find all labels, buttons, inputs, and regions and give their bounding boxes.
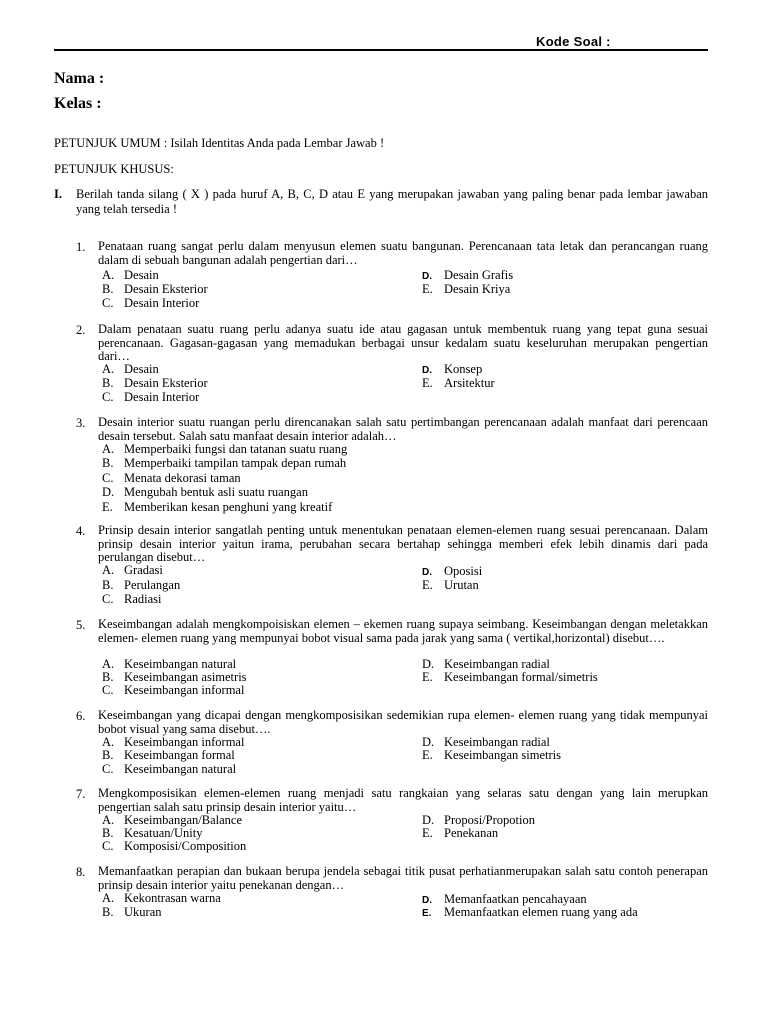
option-letter: E. bbox=[422, 670, 433, 684]
option-c[interactable] bbox=[102, 762, 236, 776]
option-a[interactable] bbox=[102, 891, 221, 905]
option-text: Keseimbangan formal bbox=[124, 748, 235, 762]
option-text: Konsep bbox=[444, 362, 483, 376]
option-e[interactable] bbox=[422, 578, 479, 592]
option-c[interactable] bbox=[102, 296, 199, 310]
option-text: Menata dekorasi taman bbox=[124, 471, 241, 485]
option-letter: B. bbox=[102, 376, 114, 390]
option-text: Memanfaatkan elemen ruang yang ada bbox=[444, 905, 638, 919]
option-text: Desain Kriya bbox=[444, 282, 511, 296]
option-letter: D. bbox=[102, 485, 115, 499]
option-text: Proposi/Propotion bbox=[444, 813, 535, 827]
option-b[interactable] bbox=[102, 376, 208, 390]
question-text: Keseimbangan adalah mengkompoisiskan elemen – ekemen ruang supaya seimbang. Keseimbangan dengan meletakkan elemen- elemen ruang yang mempunyai bobot visual sama pada jarak yang sama ( vertikal,horizontal) disebut…. bbox=[98, 617, 708, 645]
option-text: Desain bbox=[124, 268, 159, 282]
question-text: Dalam penataan suatu ruang perlu adanya suatu ide atau gagasan untuk membentuk ruang yang tepat guna sesuai perencanaan. Gagasan-gagasan yang memadukan berbagai unsur kedalam suatu keseluruhan merupakan pengertian dari… bbox=[98, 322, 708, 363]
option-letter: B. bbox=[102, 670, 114, 684]
option-letter: A. bbox=[102, 813, 115, 827]
option-e[interactable] bbox=[422, 282, 510, 296]
option-letter: C. bbox=[102, 683, 114, 697]
option-text: Kekontrasan warna bbox=[124, 891, 221, 905]
option-d[interactable] bbox=[422, 813, 535, 827]
option-b[interactable] bbox=[102, 456, 346, 470]
option-text: Keseimbangan simetris bbox=[444, 748, 561, 762]
option-letter: D. bbox=[422, 735, 435, 749]
option-a[interactable] bbox=[102, 813, 242, 827]
option-letter: A. bbox=[102, 657, 115, 671]
option-letter: B. bbox=[102, 282, 114, 296]
option-d[interactable] bbox=[422, 735, 550, 749]
option-a[interactable] bbox=[102, 268, 159, 282]
option-letter: E. bbox=[422, 578, 433, 592]
option-text: Keseimbangan informal bbox=[124, 735, 245, 749]
question-text: Prinsip desain interior sangatlah penting untuk menentukan penataan elemen-elemen ruang sesuai perencanaan. Dalam prinsip desain interior yaitun irama, perubahan secara bertahap sehingga memberi efek lebih dinamis dari pada perulangan disebut… bbox=[98, 523, 708, 564]
question-text: Penataan ruang sangat perlu dalam menyusun elemen suatu bangunan. Perencanaan tata letak dan perancangan ruang dalam di sebuah bangunan adalah pengertian dari… bbox=[98, 239, 708, 267]
nama-label: Nama : bbox=[54, 70, 105, 87]
option-text: Memperbaiki tampilan tampak depan rumah bbox=[124, 456, 347, 470]
question-number: 6. bbox=[76, 709, 86, 723]
option-e[interactable] bbox=[422, 376, 495, 390]
question-number: 4. bbox=[76, 524, 86, 538]
section-marker: I. bbox=[54, 187, 62, 201]
option-text: Memberikan kesan penghuni yang kreatif bbox=[124, 500, 333, 514]
option-text: Urutan bbox=[444, 578, 479, 592]
option-e[interactable] bbox=[422, 670, 598, 684]
option-c[interactable] bbox=[102, 683, 244, 697]
option-text: Desain Grafis bbox=[444, 268, 514, 282]
option-c[interactable] bbox=[102, 471, 241, 485]
option-text: Keseimbangan formal/simetris bbox=[444, 670, 598, 684]
option-a[interactable] bbox=[102, 563, 163, 577]
petunjuk-khusus: PETUNJUK KHUSUS: bbox=[54, 162, 174, 176]
option-letter: D. bbox=[422, 365, 432, 376]
option-text: Desain bbox=[124, 362, 159, 376]
option-letter: A. bbox=[102, 268, 115, 282]
option-letter: D. bbox=[422, 271, 432, 282]
option-letter: B. bbox=[102, 748, 114, 762]
option-text: Desain Eksterior bbox=[124, 282, 208, 296]
option-e[interactable] bbox=[102, 500, 332, 514]
option-text: Keseimbangan asimetris bbox=[124, 670, 247, 684]
option-text: Perulangan bbox=[124, 578, 181, 592]
option-e[interactable] bbox=[422, 748, 561, 762]
option-text: Gradasi bbox=[124, 563, 163, 577]
question-number: 7. bbox=[76, 787, 86, 801]
option-text: Kesatuan/Unity bbox=[124, 826, 203, 840]
option-letter: A. bbox=[102, 735, 115, 749]
option-letter: B. bbox=[102, 905, 114, 919]
option-text: Keseimbangan/Balance bbox=[124, 813, 243, 827]
question-text: Keseimbangan yang dicapai dengan mengkomposisikan sedemikian rupa elemen- elemen ruang yang tidak mempunyai bobot visual yang sama disebut…. bbox=[98, 708, 708, 736]
option-a[interactable] bbox=[102, 657, 236, 671]
option-c[interactable] bbox=[102, 592, 162, 606]
option-letter: A. bbox=[102, 362, 115, 376]
option-letter: E. bbox=[422, 908, 432, 919]
option-letter: E. bbox=[422, 282, 433, 296]
question-text: Desain interior suatu ruangan perlu direncanakan salah satu pertimbangan perencanaan adalah manfaat dari perencaan desain tersebut. Salah satu manfaat desain interior adalah… bbox=[98, 415, 708, 443]
option-b[interactable] bbox=[102, 748, 235, 762]
option-text: Desain Interior bbox=[124, 390, 200, 404]
option-letter: B. bbox=[102, 578, 114, 592]
option-letter: E. bbox=[422, 748, 433, 762]
option-text: Memperbaiki fungsi dan tatanan suatu ruang bbox=[124, 442, 348, 456]
option-letter: A. bbox=[102, 891, 115, 905]
option-letter: E. bbox=[422, 376, 433, 390]
option-text: Keseimbangan radial bbox=[444, 657, 550, 671]
option-text: Desain Interior bbox=[124, 296, 200, 310]
question-number: 5. bbox=[76, 618, 86, 632]
option-text: Desain Eksterior bbox=[124, 376, 208, 390]
option-letter: D. bbox=[422, 567, 432, 578]
option-a[interactable] bbox=[102, 735, 244, 749]
option-letter: A. bbox=[102, 563, 115, 577]
option-d[interactable] bbox=[422, 657, 550, 671]
option-b[interactable] bbox=[102, 670, 247, 684]
option-e[interactable] bbox=[422, 826, 498, 840]
question-number: 2. bbox=[76, 323, 86, 337]
option-text: Keseimbangan radial bbox=[444, 735, 550, 749]
option-c[interactable] bbox=[102, 390, 199, 404]
petunjuk-umum: PETUNJUK UMUM : Isilah Identitas Anda pada Lembar Jawab ! bbox=[54, 136, 385, 150]
question-number: 3. bbox=[76, 416, 86, 430]
option-text: Mengubah bentuk asli suatu ruangan bbox=[124, 485, 308, 499]
kelas-label: Kelas : bbox=[54, 95, 102, 112]
option-text: Komposisi/Composition bbox=[124, 839, 247, 853]
question-text: Memanfaatkan perapian dan bukaan berupa jendela sebagai titik pusat perhatianmerupakan salah satu contoh penerapan prinsip desain interior yaitu penekanan dengan… bbox=[98, 864, 708, 892]
question-number: 1. bbox=[76, 240, 86, 254]
option-letter: C. bbox=[102, 592, 114, 606]
option-letter: A. bbox=[102, 442, 115, 456]
option-letter: B. bbox=[102, 456, 114, 470]
option-text: Oposisi bbox=[444, 564, 483, 578]
question-number: 8. bbox=[76, 865, 86, 879]
option-letter: C. bbox=[102, 471, 114, 485]
option-letter: B. bbox=[102, 826, 114, 840]
option-b[interactable] bbox=[102, 905, 162, 919]
option-letter: C. bbox=[102, 390, 114, 404]
option-c[interactable] bbox=[102, 839, 246, 853]
option-b[interactable] bbox=[102, 282, 208, 296]
option-text: Ukuran bbox=[124, 905, 162, 919]
option-text: Keseimbangan natural bbox=[124, 762, 237, 776]
option-a[interactable] bbox=[102, 362, 159, 376]
question-text: Mengkomposisikan elemen-elemen ruang menjadi satu rangkaian yang selaras satu dengan yang lain merupkan pengertian salah satu prinsip desain interior yaitu… bbox=[98, 786, 708, 814]
option-letter: C. bbox=[102, 296, 114, 310]
option-text: Keseimbangan informal bbox=[124, 683, 245, 697]
option-text: Radiasi bbox=[124, 592, 162, 606]
header-divider bbox=[54, 49, 708, 51]
option-text: Penekanan bbox=[444, 826, 499, 840]
option-d[interactable] bbox=[102, 485, 308, 499]
option-text: Keseimbangan natural bbox=[124, 657, 237, 671]
option-letter: D. bbox=[422, 813, 435, 827]
option-letter: E. bbox=[102, 500, 113, 514]
option-e[interactable] bbox=[422, 905, 638, 921]
option-b[interactable] bbox=[102, 578, 180, 592]
option-text: Memanfaatkan pencahayaan bbox=[444, 892, 587, 906]
option-letter: D. bbox=[422, 895, 432, 906]
kode-soal-label: Kode Soal : bbox=[536, 34, 611, 49]
option-letter: E. bbox=[422, 826, 433, 840]
option-letter: C. bbox=[102, 762, 114, 776]
option-text: Arsitektur bbox=[444, 376, 495, 390]
option-letter: C. bbox=[102, 839, 114, 853]
option-b[interactable] bbox=[102, 826, 202, 840]
option-letter: D. bbox=[422, 657, 435, 671]
section-instruction: Berilah tanda silang ( X ) pada huruf A, B, C, D atau E yang merupakan jawaban yang paling benar pada lembar jawaban yang telah tersedia ! bbox=[76, 187, 708, 216]
option-a[interactable] bbox=[102, 442, 347, 456]
